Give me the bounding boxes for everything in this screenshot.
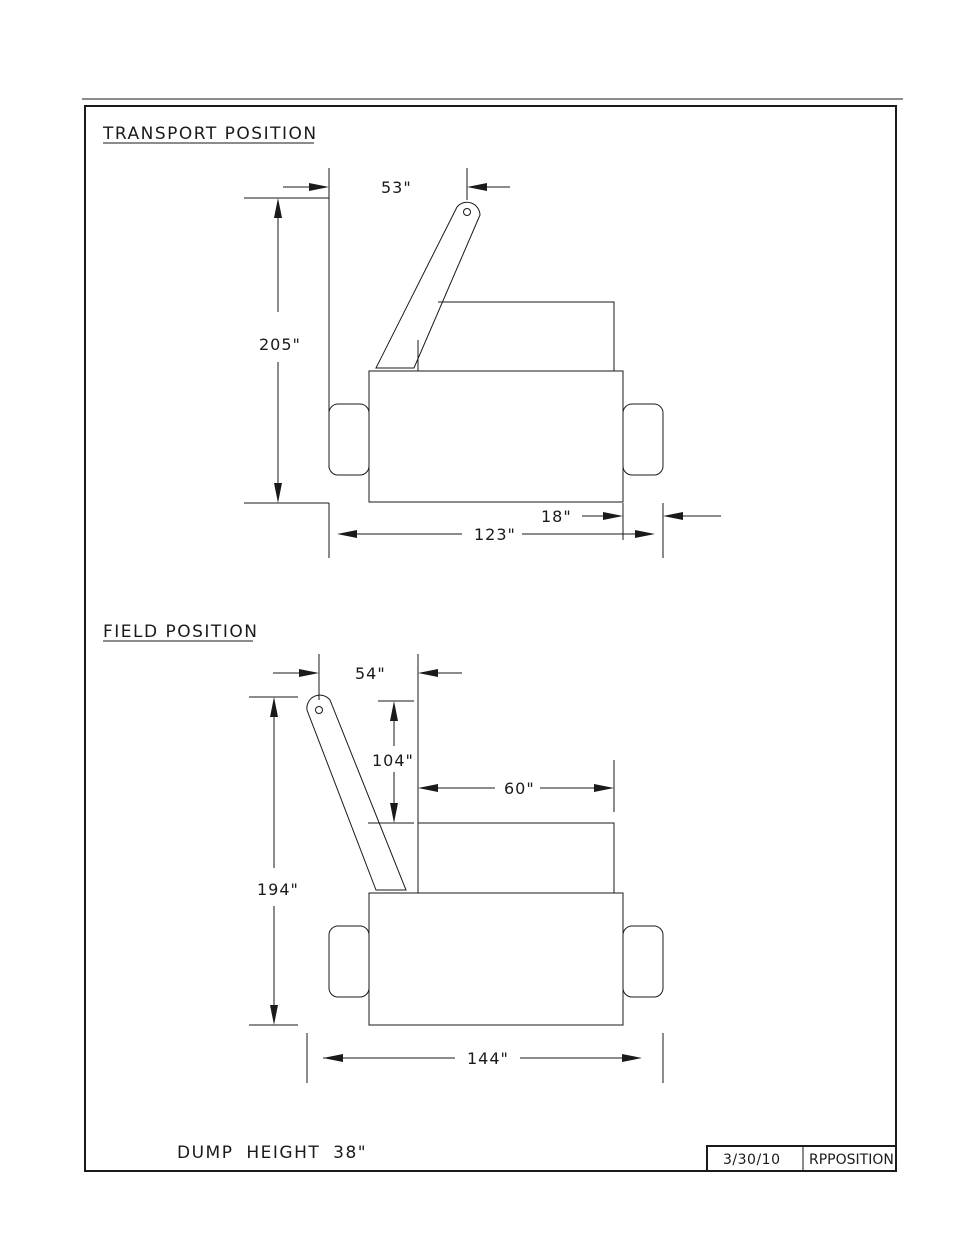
arrowhead — [622, 1054, 642, 1062]
drawing-id: RPPOSITION — [809, 1152, 894, 1168]
drawing-date: 3/30/10 — [723, 1152, 781, 1168]
arrowhead — [323, 1054, 343, 1062]
transport-dim-18: 18" — [541, 507, 572, 526]
field-dim-60: 60" — [504, 779, 535, 798]
transport-right-wheel — [623, 404, 663, 475]
arrowhead — [274, 198, 282, 218]
arrowhead — [635, 530, 655, 538]
arrowhead — [299, 669, 319, 677]
arrowhead — [309, 183, 329, 191]
field-left-wheel — [329, 926, 369, 997]
transport-heading: TRANSPORT POSITION — [103, 124, 318, 144]
field-position-view — [103, 622, 663, 1083]
field-auger-pivot — [316, 707, 323, 714]
arrowhead — [663, 512, 683, 520]
arrowhead — [274, 483, 282, 503]
transport-hopper — [438, 302, 614, 371]
field-heading: FIELD POSITION — [103, 622, 259, 642]
transport-cart-body — [369, 371, 623, 502]
field-auger — [307, 695, 406, 890]
field-dim-194: 194" — [257, 880, 299, 899]
arrowhead — [390, 803, 398, 823]
arrowhead — [390, 701, 398, 721]
arrowhead — [603, 512, 623, 520]
field-cart-body — [369, 893, 623, 1025]
transport-dim-205: 205" — [259, 335, 301, 354]
field-dim-54: 54" — [355, 664, 386, 683]
arrowhead — [270, 697, 278, 717]
arrowhead — [337, 530, 357, 538]
field-dim-104: 104" — [372, 751, 414, 770]
field-right-wheel — [623, 926, 663, 997]
arrowhead — [270, 1005, 278, 1025]
arrowhead — [418, 669, 438, 677]
title-block — [707, 1146, 896, 1171]
transport-auger — [376, 202, 480, 368]
arrowhead — [594, 784, 614, 792]
field-dim-144: 144" — [467, 1049, 509, 1068]
field-hopper — [418, 823, 614, 893]
transport-position-view — [102, 124, 721, 558]
dump-height-note: DUMP HEIGHT 38" — [177, 1143, 368, 1163]
arrowhead — [418, 784, 438, 792]
arrowhead — [467, 183, 487, 191]
transport-auger-pivot — [464, 209, 471, 216]
transport-dim-123: 123" — [474, 525, 516, 544]
transport-dim-53: 53" — [381, 178, 412, 197]
transport-left-wheel — [329, 404, 369, 475]
